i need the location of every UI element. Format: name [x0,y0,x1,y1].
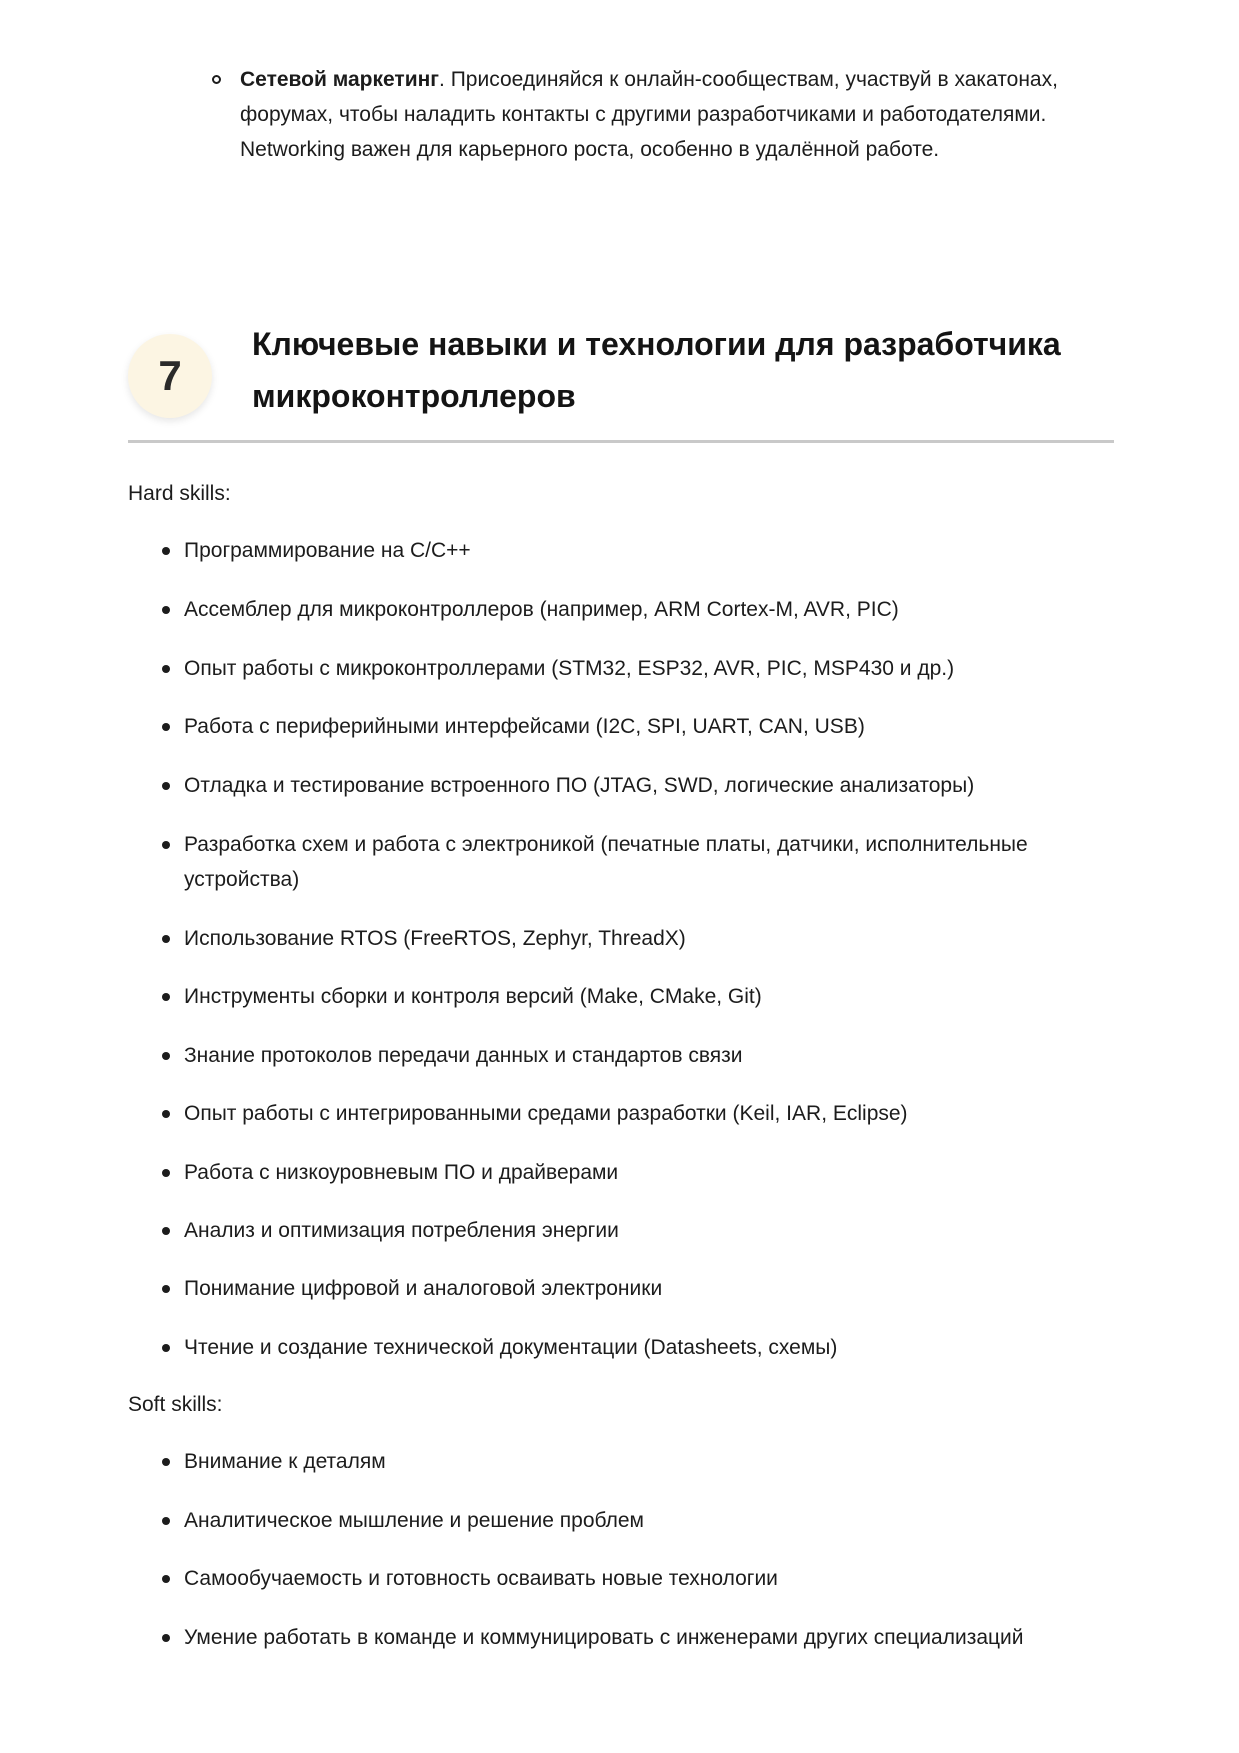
list-item: Самообучаемость и готовность осваивать новые технологии [184,1561,1114,1596]
bullet-icon [162,1634,170,1642]
bullet-icon [162,993,170,1001]
bullet-icon [162,935,170,943]
soft-skills-label: Soft skills: [128,1393,223,1416]
list-item: Работа с низкоуровневым ПО и драйверами [184,1155,1114,1190]
list-item: Внимание к деталям [184,1444,1114,1479]
list-item: Ассемблер для микроконтроллеров (например, ARM Cortex-M, AVR, PIC) [184,592,1114,627]
bullet-icon [162,1169,170,1177]
list-item: Отладка и тестирование встроенного ПО (JTAG, SWD, логические анализаторы) [184,768,1114,803]
list-item: Разработка схем и работа с электроникой (печатные платы, датчики, исполнительные устройства) [184,827,1114,897]
list-item: Инструменты сборки и контроля версий (Make, CMake, Git) [184,979,1114,1014]
hard-skills-label: Hard skills: [128,482,231,505]
list-item: Программирование на C/C++ [184,533,1114,568]
bullet-icon [162,1344,170,1352]
section-title-line-1: Ключевые навыки и технологии для разработчика [252,326,1061,362]
bullet-icon [162,1285,170,1293]
bullet-icon [162,665,170,673]
intro-list-item [240,62,1130,167]
section-title [252,318,1132,422]
list-item: Аналитическое мышление и решение проблем [184,1503,1114,1538]
section-divider [128,440,1114,443]
bullet-icon [162,1575,170,1583]
list-item: Опыт работы с интегрированными средами разработки (Keil, IAR, Eclipse) [184,1096,1114,1131]
list-item: Понимание цифровой и аналоговой электроники [184,1271,1114,1306]
bullet-icon [162,841,170,849]
section-header [128,320,1114,442]
bullet-icon [162,1517,170,1525]
list-item: Работа с периферийными интерфейсами (I2C, SPI, UART, CAN, USB) [184,709,1114,744]
section-number-badge: 7 [128,334,212,418]
bullet-icon [162,1052,170,1060]
circle-bullet-icon [212,75,221,84]
intro-item-bold: Сетевой маркетинг [240,68,440,91]
bullet-icon [162,606,170,614]
list-item: Опыт работы с микроконтроллерами (STM32, ESP32, AVR, PIC, MSP430 и др.) [184,651,1114,686]
bullet-icon [162,782,170,790]
bullet-icon [162,723,170,731]
list-item: Чтение и создание технической документации (Datasheets, схемы) [184,1330,1114,1365]
section-title-line-2: микроконтроллеров [252,378,576,414]
bullet-icon [162,1227,170,1235]
list-item: Умение работать в команде и коммуницировать с инженерами других специализаций [184,1620,1114,1655]
list-item: Знание протоколов передачи данных и стандартов связи [184,1038,1114,1073]
bullet-icon [162,547,170,555]
list-item: Использование RTOS (FreeRTOS, Zephyr, ThreadX) [184,921,1114,956]
intro-item-text: . Присоединяйся к онлайн-сообществам, участвуй в хакатонах, форумах, чтобы наладить контакты с другими разработчиками и работодателями. Networking важен для карьерного роста, особенно в удалённой работе. [240,68,1058,161]
list-item: Анализ и оптимизация потребления энергии [184,1213,1114,1248]
bullet-icon [162,1110,170,1118]
bullet-icon [162,1458,170,1466]
